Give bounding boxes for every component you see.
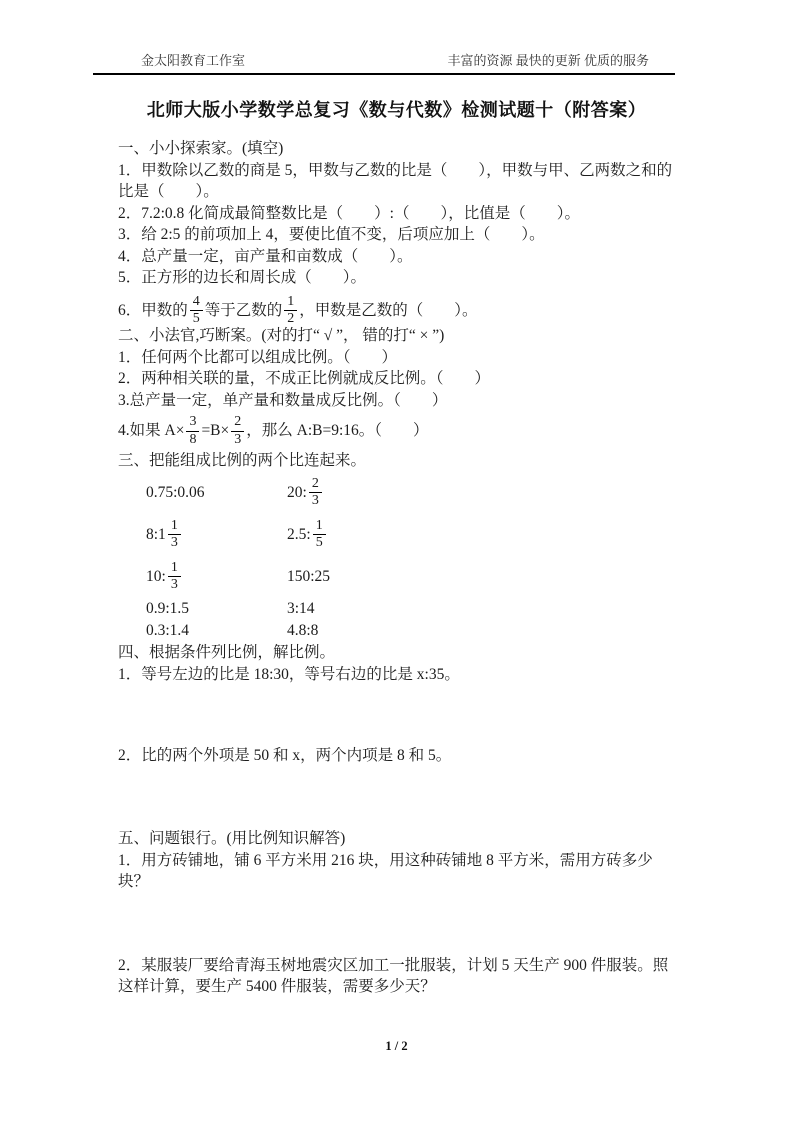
s1-question-1: 1．甲数除以乙数的商是 5，甲数与乙数的比是（ ），甲数与甲、乙两数之和的比是（ ）。 (118, 161, 673, 200)
section-5-word-problems (118, 828, 678, 998)
s1-q6-text-1: 6．甲数的 (118, 301, 188, 319)
section-2-true-false (118, 325, 678, 451)
section-3-heading: 三、把能组成比例的两个比连起来。 (118, 452, 367, 469)
fraction-denominator: 2 (284, 310, 297, 327)
ratio-right-2 (287, 518, 328, 551)
fraction-three-eighths (186, 414, 199, 447)
fraction-numerator: 2 (234, 414, 242, 430)
section-3-match-ratios (118, 450, 678, 642)
section-4-heading: 四、根据条件列比例，解比例。 (118, 644, 336, 661)
ratio-right-1 (287, 476, 324, 509)
s5-question-1: 1．用方砖铺地，铺 6 平方米用 216 块，用这种砖铺地 8 平方米，需用方砖多少块？ (118, 851, 653, 890)
s2-q4-text-1: 4.如果 A× (118, 422, 185, 440)
section-2-heading: 二、小法官,巧断案。(对的打“ √ ”， 错的打“ × ”) (118, 327, 445, 344)
ratio-pair-row-1 (118, 472, 678, 514)
s2-question-4 (118, 411, 678, 451)
s4-question-1: 1．等号左边的比是 18:30，等号右边的比是 x:35。 (118, 665, 460, 683)
fraction-one-half (284, 294, 297, 327)
fraction-denominator: 5 (190, 310, 203, 327)
s4-question-2: 2．比的两个外项是 50 和 x，两个内项是 8 和 5。 (118, 747, 452, 764)
ratio-pair-row-2 (118, 514, 678, 556)
fraction-denominator: 3 (168, 576, 181, 593)
header-tagline-text: 丰富的资源 最快的更新 优质的服务 (447, 53, 649, 68)
s5-question-2: 2．某服装厂要给青海玉树地震灾区加工一批服装，计划 5 天生产 900 件服装。照这样计算，要生产 5400 件服装，需要多少天？ (118, 956, 669, 995)
ratio-text: 3:14 (287, 599, 315, 617)
ratio-text: 2.5: (287, 525, 311, 543)
fraction-one-third (168, 560, 181, 593)
s1-question-2: 2．7.2:0.8 化简成最简整数比是（ ）:（ ），比值是（ ）。 (118, 204, 580, 222)
s2-question-1: 1．任何两个比都可以组成比例。（ ） (118, 348, 398, 366)
s2-q4-text-2: =B× (201, 422, 230, 440)
fraction-denominator: 3 (168, 534, 181, 551)
section-5-heading: 五、问题银行。(用比例知识解答) (118, 830, 346, 847)
fraction-denominator: 5 (313, 534, 326, 551)
ratio-left-1 (146, 482, 287, 504)
ratio-right-4 (287, 598, 315, 620)
fraction-numerator: 1 (170, 559, 178, 575)
ratio-text: 8:1 (146, 525, 166, 543)
ratio-left-5 (146, 620, 287, 642)
fraction-numerator: 1 (315, 517, 323, 533)
ratio-text: 0.9:1.5 (146, 599, 190, 617)
section-1-heading: 一、小小探索家。(填空) (118, 140, 284, 157)
ratio-pair-row-4 (118, 598, 678, 620)
s2-question-2: 2．两种相关联的量，不成正比例就成反比例。（ ） (118, 370, 491, 387)
s1-question-3: 3．给 2:5 的前项加上 4，要使比值不变，后项应加上（ ）。 (118, 226, 545, 243)
fraction-numerator: 4 (192, 293, 200, 309)
ratio-right-3 (287, 566, 330, 588)
ratio-pair-row-3 (118, 556, 678, 598)
ratio-right-5 (287, 620, 318, 642)
fraction-denominator: 8 (186, 431, 199, 448)
fraction-numerator: 3 (189, 414, 197, 430)
ratio-text: 20: (287, 483, 307, 501)
fraction-two-thirds (231, 414, 244, 447)
fraction-numerator: 1 (170, 517, 178, 533)
page-title: 北师大版小学数学总复习《数与代数》检测试题十（附答案） (146, 100, 647, 120)
fraction-numerator: 2 (311, 475, 319, 491)
section-1-fill-blanks (118, 138, 678, 333)
fraction-four-fifths (190, 294, 203, 327)
header-brand-text: 金太阳教育工作室 (141, 53, 246, 68)
s2-q4-text-3: ，那么 A:B=9:16。（ ） (246, 422, 429, 440)
fraction-numerator: 1 (287, 293, 295, 309)
fraction-one-third (168, 518, 181, 551)
fraction-denominator: 3 (231, 431, 244, 448)
s1-question-5: 5．正方形的边长和周长成（ ）。 (118, 269, 367, 286)
s1-q6-text-2: 等于乙数的 (204, 301, 283, 319)
ratio-left-4 (146, 598, 287, 620)
ratio-text: 4.8:8 (287, 621, 319, 639)
fraction-denominator: 3 (309, 492, 322, 509)
s1-q6-text-3: ，甲数是乙数的（ ）。 (299, 301, 478, 319)
ratio-left-2 (146, 518, 287, 551)
section-4-solve-proportions (118, 642, 678, 767)
fraction-two-thirds (309, 476, 322, 509)
s1-question-4: 4．总产量一定，亩产量和亩数成（ ）。 (118, 247, 413, 265)
page-header (93, 50, 675, 75)
ratio-text: 10: (146, 567, 166, 585)
ratio-pair-row-5 (118, 620, 678, 642)
ratio-left-3 (146, 560, 287, 593)
page-number: 1 / 2 (385, 1039, 408, 1053)
s2-question-3: 3.总产量一定，单产量和数量成反比例。（ ） (118, 391, 448, 409)
ratio-text: 0.75:0.06 (146, 483, 205, 501)
ratio-text: 0.3:1.4 (146, 621, 190, 639)
fraction-one-fifth (313, 518, 326, 551)
ratio-text: 150:25 (287, 567, 331, 585)
